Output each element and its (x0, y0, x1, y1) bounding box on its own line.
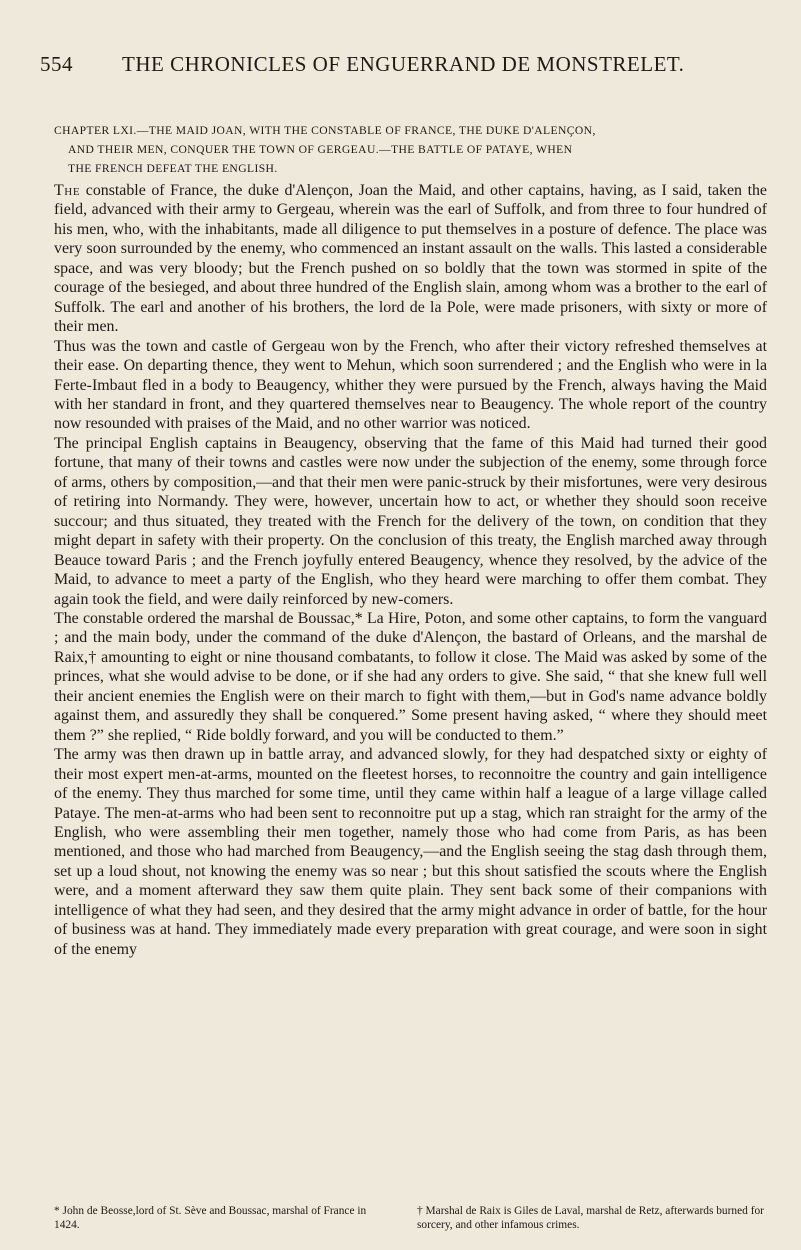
page-number: 554 (40, 52, 73, 76)
footnote-2: † Marshal de Raix is Giles de Laval, marshal de Retz, afterwards burned for sorcery, and other infamous crimes. (417, 1205, 764, 1231)
footnotes (54, 1204, 767, 1232)
running-title: THE CHRONICLES OF ENGUERRAND DE MONSTRELET. (122, 52, 685, 76)
paragraph-3: The principal English captains in Beaugency, observing that the fame of this Maid had turned their good fortune, that many of their towns and castles were now under the subjection of the enemy, some through force of arms, others by composition,—and that their men were panic-struck by their misfortunes, were very desirous of retiring into Normandy. They were, however, uncertain how to act, or whether they should soon receive succour; and thus situated, they treated with the French for the delivery of the town, on condition that they might depart in safety with their property. On the conclusion of this treaty, the English marched away through Beauce toward Paris ; and the French joyfully entered Beaugency, whence they resolved, by the advice of the Maid, to advance to meet a party of the English, who they heard were marching to offer them combat. They again took the field, and were daily reinforced by new-comers. (54, 434, 767, 608)
running-header (40, 52, 760, 82)
paragraph-1-text: constable of France, the duke d'Alençon, Joan the Maid, and other captains, having, as I said, taken the field, advanced with their army to Gergeau, wherein was the earl of Suffolk, and from three to four hundred of his men, who, with the inhabitants, made all diligence to put themselves in a posture of defence. The place was very soon surrounded by the enemy, who commenced an instant assault on the walls. This lasted a considerable space, and was very bloody; but the French pushed on so boldly that the town was stormed in spite of the courage of the besieged, and about three hundred of the English slain, among whom was a brother to the earl of Suffolk. The earl and another of his brothers, the lord de la Pole, were made prisoners, with sixty or more of their men. (54, 182, 767, 336)
chapter-heading (54, 121, 767, 178)
paragraph-1-lead: The (54, 182, 81, 199)
paragraph-4: The constable ordered the marshal de Boussac,* La Hire, Poton, and some other captains, to form the vanguard ; and the main body, under the command of the duke d'Alençon, the bastard of Orleans, and the marshal de Raix,† amounting to eight or nine thousand combatants, to follow it close. The Maid was asked by some of the princes, what she would advise to be done, or if she had any orders to give. She said, “ that she knew full well their ancient enemies the English were on their march to fight with them,—but in God's name advance boldly against them, and assuredly they shall be conquered.” Some present having asked, “ where they should meet them ?” she replied, “ Ride boldly forward, and you will be conducted to them.” (54, 609, 767, 744)
chapter-heading-line-1: CHAPTER LXI.—THE MAID JOAN, WITH THE CONSTABLE OF FRANCE, THE DUKE D'ALENÇON, (54, 124, 596, 137)
chapter-heading-line-3: THE FRENCH DEFEAT THE ENGLISH. (68, 162, 278, 175)
chapter-heading-line-2: AND THEIR MEN, CONQUER THE TOWN OF GERGEAU.—THE BATTLE OF PATAYE, WHEN (68, 143, 573, 156)
paragraph-5: The army was then drawn up in battle array, and advanced slowly, for they had despatched sixty or eighty of their most expert men-at-arms, mounted on the fleetest horses, to reconnoitre the country and gain intelligence of the enemy. They thus marched for some time, until they came within half a league of a large village called Pataye. The men-at-arms who had been sent to reconnoitre put up a stag, which ran straight for the army of the English, who were assembling their men together, namely those who had come from Paris, as has been mentioned, and those who had marched from Beaugency,—and the English seeing the stag dash through them, set up a loud shout, not knowing the enemy was so near ; but this shout satisfied the scouts where the English were, and a moment afterward they saw them quite plain. They sent back some of their companions with intelligence of what they had seen, and they desired that the army might advance in order of battle, for the hour of business was at hand. They immediately made every preparation with great courage, and were soon in sight of the enemy (54, 746, 767, 958)
paragraph-1 (54, 181, 767, 337)
footnote-1: * John de Beosse,lord of St. Sève and Boussac, marshal of France in 1424. (54, 1205, 367, 1231)
paragraph-2: Thus was the town and castle of Gergeau won by the French, who after their victory refreshed themselves at their ease. On departing thence, they went to Mehun, which soon surrendered ; and the English who were in la Ferte-Imbaut fled in a body to Beaugency, whither they were pursued by the French, always having the Maid with her standard in front, and they quartered themselves near to Beaugency. The whole report of the country now resounded with praises of the Maid, and no other warrior was noticed. (54, 337, 767, 433)
body-text (54, 181, 767, 959)
